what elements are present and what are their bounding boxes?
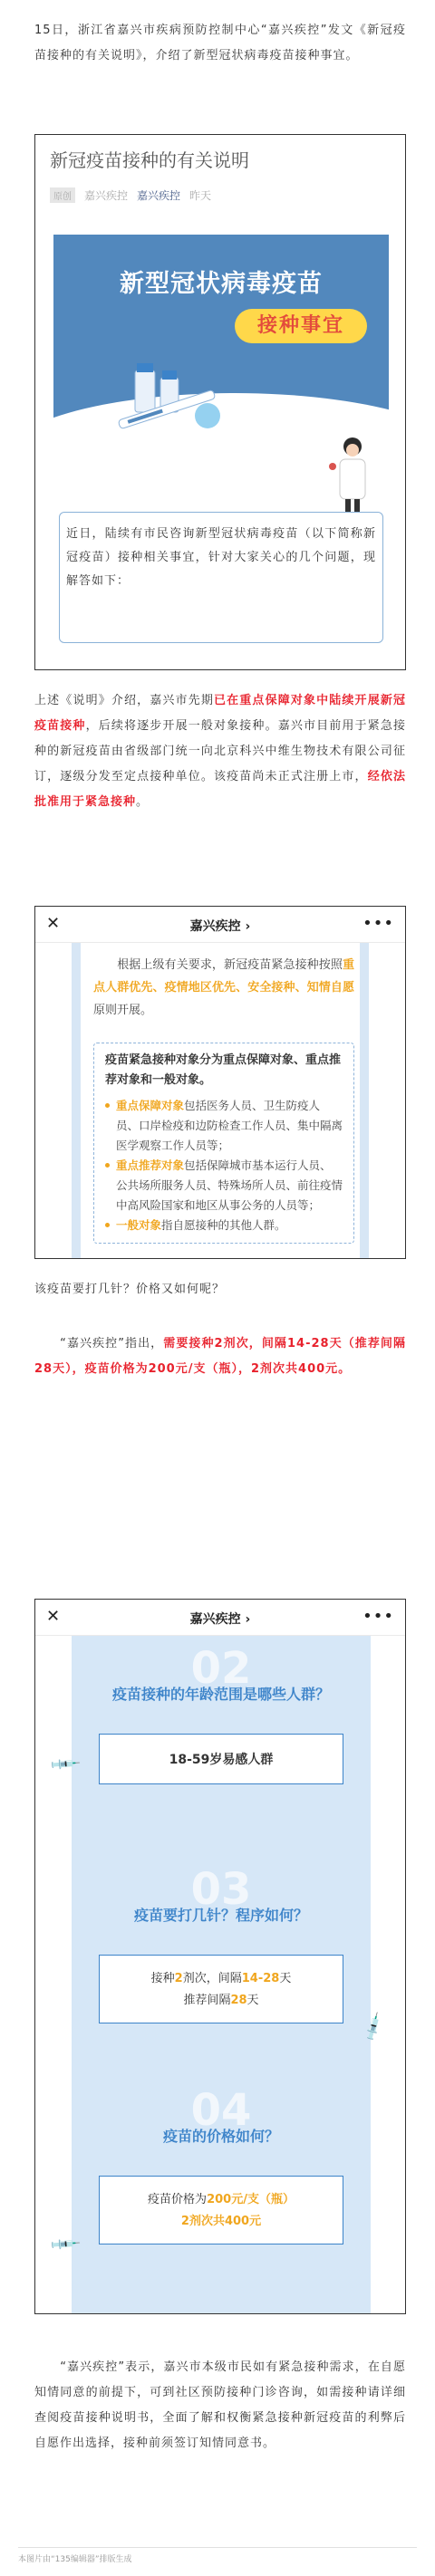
article-date: 昨天 bbox=[189, 189, 212, 202]
wechat-header bbox=[35, 907, 405, 943]
intro-paragraph: 15日，浙江省嘉兴市疾病预防控制中心“嘉兴疾控”发文《新冠疫苗接种的有关说明》，介绍了新型冠状病毒疫苗接种事宜。 bbox=[34, 24, 406, 62]
footer-note: 本图片由“135编辑器”排版生成 bbox=[18, 2555, 132, 2564]
banner-subtitle: 接种事宜 bbox=[235, 309, 367, 343]
article-author: 嘉兴疾控 bbox=[84, 189, 129, 202]
rollout-paragraph: 上述《说明》介绍，嘉兴市先期已在重点保障对象中陆续开展新冠疫苗接种，后续将逐步开展一般对象接种。嘉兴市目前用于紧急接种的新冠疫苗由省级部门统一向北京科兴中维生物技术有限公司征订，逐级分发至定点接种单位。该疫苗尚未正式注册上市，经依法批准用于紧急接种。 bbox=[34, 694, 406, 809]
more-icon[interactable]: ••• bbox=[362, 914, 394, 933]
syringe-icon: 💉 bbox=[47, 2228, 82, 2262]
dosage-paragraph: “嘉兴疾控”指出，需要接种2剂次，间隔14-28天（推荐间隔28天），疫苗价格为200元/支（瓶），2剂次共400元。 bbox=[34, 1337, 406, 1376]
vaccine-banner bbox=[53, 235, 389, 651]
section-number: 02 bbox=[190, 1643, 252, 1694]
account-title[interactable]: 嘉兴疾控 › bbox=[189, 919, 251, 934]
list-item: 重点保障对象包括医务人员、卫生防疫人员、口岸检疫和边防检查工作人员、集中隔离医学观察工作人员等； bbox=[105, 1096, 343, 1156]
account-title[interactable]: 嘉兴疾控 › bbox=[189, 1612, 251, 1627]
list-item: 重点推荐对象包括保障城市基本运行人员、公共场所服务人员、特殊场所人员、前往疫情中高风险国家和地区从事公务的人员等； bbox=[105, 1156, 343, 1216]
faq-section-age bbox=[72, 1643, 371, 1851]
target-groups-list bbox=[105, 1096, 343, 1235]
wechat-header bbox=[35, 1600, 405, 1636]
section-answer: 18-59岁易感人群 bbox=[99, 1734, 343, 1784]
section-number: 04 bbox=[190, 2085, 252, 2136]
faq-section-doses bbox=[72, 1864, 371, 2072]
banner-intro-text: 近日，陆续有市民咨询新型冠状病毒疫苗（以下简称新冠疫苗）接种相关事宜，针对大家关心的几个问题，现解答如下： bbox=[66, 527, 376, 588]
section-answer: 接种2剂次，间隔14-28天 推荐间隔28天 bbox=[99, 1955, 343, 2023]
article-title: 新冠疫苗接种的有关说明 bbox=[50, 149, 249, 171]
account-link[interactable]: 嘉兴疾控 bbox=[137, 189, 181, 202]
vaccine-vials-illustration bbox=[108, 352, 244, 434]
footer-divider bbox=[18, 2547, 417, 2548]
target-groups-box bbox=[93, 1043, 354, 1244]
syringe-icon: 💉 bbox=[47, 1748, 82, 1782]
section-answer: 疫苗价格为200元/支（瓶） 2剂次共400元 bbox=[99, 2176, 343, 2244]
article-screenshot-card bbox=[34, 134, 406, 670]
phone-screenshot-faq bbox=[34, 1599, 406, 2314]
principle-paragraph: 根据上级有关要求，新冠疫苗紧急接种按照重点人群优先、疫情地区优先、安全接种、知情自愿原则开展。 bbox=[93, 958, 354, 1017]
close-icon[interactable]: ✕ bbox=[46, 1607, 61, 1626]
closing-paragraph: “嘉兴疾控”表示，嘉兴市本级市民如有紧急接种需求，在自愿知情同意的前提下，可到社区预防接种门诊咨询，如需接种请详细查阅疫苗接种说明书，全面了解和权衡紧急接种新冠疫苗的利弊后自愿作出选择，接种前须签订知情同意书。 bbox=[34, 2360, 406, 2450]
original-tag: 原创 bbox=[50, 187, 75, 203]
syringe-icon: 💉 bbox=[357, 2011, 391, 2044]
section-question: 疫苗的价格如何？ bbox=[162, 2128, 279, 2145]
section-question: 疫苗接种的年龄范围是哪些人群？ bbox=[111, 1686, 330, 1703]
section-question: 疫苗要打几针？程序如何？ bbox=[133, 1907, 308, 1924]
faq-section-price bbox=[72, 2085, 371, 2302]
close-icon[interactable]: ✕ bbox=[46, 914, 61, 933]
more-icon[interactable]: ••• bbox=[362, 1607, 394, 1626]
doctor-illustration bbox=[325, 434, 380, 515]
article-meta bbox=[50, 187, 211, 203]
list-item: 一般对象指自愿接种的其他人群。 bbox=[105, 1216, 343, 1235]
banner-title: 新型冠状病毒疫苗 bbox=[120, 270, 323, 298]
section-number: 03 bbox=[190, 1864, 252, 1915]
phone-screenshot-priority-groups bbox=[34, 906, 406, 1259]
target-groups-title: 疫苗紧急接种对象分为重点保障对象、重点推荐对象和一般对象。 bbox=[105, 1053, 342, 1087]
question-line: 该疫苗要打几针？价格又如何呢？ bbox=[34, 1283, 226, 1296]
